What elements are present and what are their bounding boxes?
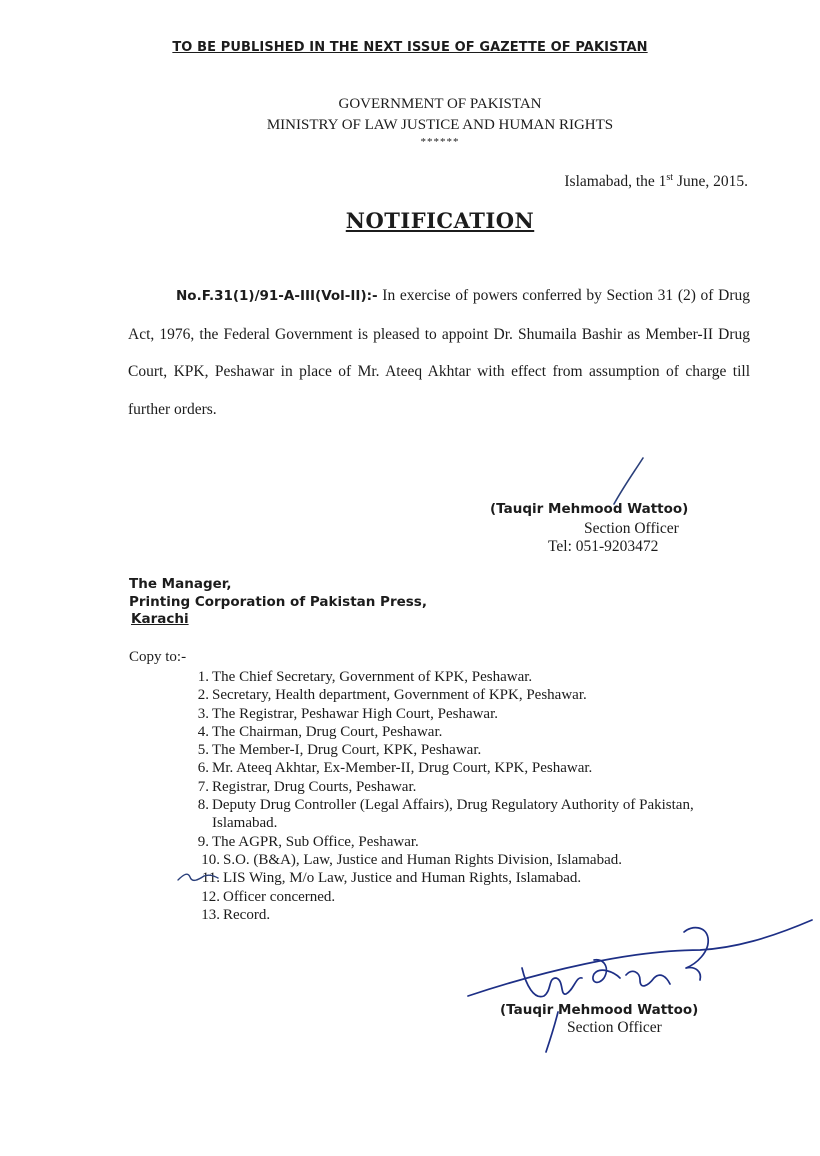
list-item-text: Officer concerned. [223,888,336,905]
addressee-line-3: Karachi [131,611,189,627]
signatory-name-bottom: (Tauqir Mehmood Wattoo) [500,1002,699,1018]
signatory-designation-bottom: Section Officer [567,1019,662,1036]
addressee-line-2: Printing Corporation of Pakistan Press, [129,594,427,610]
date-suffix: June, 2015. [673,173,748,191]
government-heading: GOVERNMENT OF PAKISTAN [338,96,542,112]
date-superscript: st [666,172,674,183]
notification-title: NOTIFICATION [345,208,535,233]
heading-separator: ****** [420,136,460,148]
list-item-text: LIS Wing, M/o Law, Justice and Human Rights, Islamabad. [223,870,582,887]
signatory-name: (Tauqir Mehmood Wattoo) [490,501,689,517]
list-item [150,778,752,796]
signatory-designation: Section Officer [584,520,679,537]
list-item-number: 11. [201,870,220,887]
list-item-number: 6. [197,760,209,777]
list-item-number: 13. [201,906,220,923]
ministry-heading: MINISTRY OF LAW JUSTICE AND HUMAN RIGHTS [266,117,614,133]
reference-number: No.F.31(1)/91-A-III(Vol-II):- [176,288,378,304]
list-item-text: Record. [223,906,271,923]
body-text: In exercise of powers conferred by Section 31 (2) of Drug Act, 1976, the Federal Government is pleased to appoint Dr. Shumaila Bashir as Member-II Drug Court, KPK, Peshawar in place of Mr. Ateeq Akhtar with effect from assumption of charge till further orders. [128,287,750,418]
date-line [564,172,748,191]
list-item [150,796,752,833]
notification-body [128,277,750,428]
list-item [150,906,752,924]
list-item-number: 12. [201,888,220,905]
list-item-number: 7. [197,778,209,795]
list-item-number: 1. [197,669,209,685]
list-item-number: 9. [197,833,209,850]
list-item-text: The Registrar, Peshawar High Court, Peshawar. [212,705,499,722]
date-prefix: Islamabad, the 1 [564,173,667,191]
list-item [150,851,752,869]
list-item-text: The Chairman, Drug Court, Peshawar. [212,723,443,740]
list-item [150,888,752,906]
list-item-text: The Chief Secretary, Government of KPK, Peshawar. [212,669,533,685]
list-item-text: The AGPR, Sub Office, Peshawar. [212,833,419,850]
signatory-telephone: Tel: 051-9203472 [548,538,659,555]
list-item [150,869,752,887]
list-item [150,686,752,704]
list-item-number: 8. [197,797,209,814]
initial-stroke [614,458,643,504]
list-item [150,833,752,851]
list-item [150,759,752,777]
copy-to-label: Copy to:- [129,649,187,665]
list-item-text: Deputy Drug Controller (Legal Affairs), Drug Regulatory Authority of Pakistan, Islamabad. [212,797,694,832]
list-item [150,741,752,759]
list-item [150,668,752,686]
list-item-text: Secretary, Health department, Government of KPK, Peshawar. [212,687,587,704]
copy-to-list [150,668,752,924]
publish-banner: TO BE PUBLISHED IN THE NEXT ISSUE OF GAZETTE OF PAKISTAN [172,40,648,55]
list-item-number: 2. [197,687,209,704]
addressee-line-1: The Manager, [129,576,232,592]
list-item-number: 3. [197,705,209,722]
list-item-text: S.O. (B&A), Law, Justice and Human Rights Division, Islamabad. [223,851,622,868]
list-item-number: 10. [201,851,220,868]
list-item-text: Mr. Ateeq Akhtar, Ex-Member-II, Drug Court, KPK, Peshawar. [212,760,593,777]
list-item [150,723,752,741]
list-item-number: 4. [197,723,209,740]
list-item-number: 5. [197,742,209,759]
list-item-text: Registrar, Drug Courts, Peshawar. [212,778,417,795]
list-item [150,705,752,723]
list-item-text: The Member-I, Drug Court, KPK, Peshawar. [212,742,482,759]
